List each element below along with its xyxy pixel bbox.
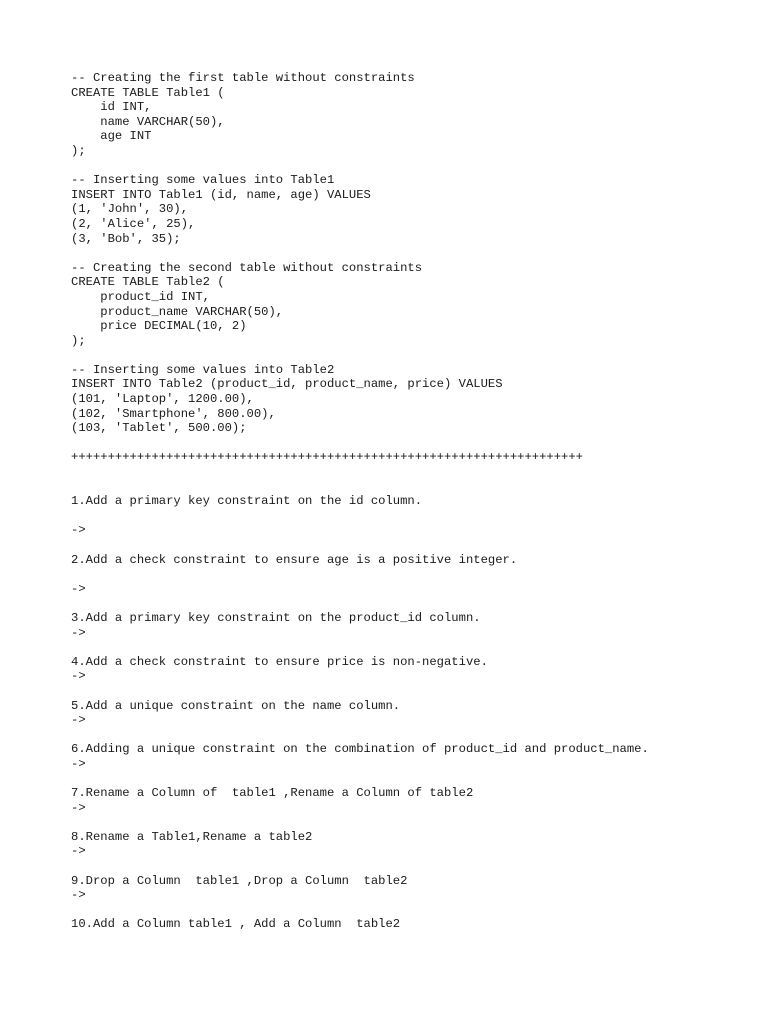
question-9: [71, 874, 748, 903]
question-2: [71, 553, 748, 597]
sql-line: product_name VARCHAR(50),: [71, 304, 284, 319]
question-text: 4.Add a check constraint to ensure price is non-negative.: [71, 654, 488, 669]
question-text: 8.Rename a Table1,Rename a table2: [71, 829, 313, 844]
answer-marker: ->: [71, 756, 86, 771]
answer-marker: ->: [71, 800, 86, 815]
document-page: [71, 71, 748, 932]
sql-line: CREATE TABLE Table2 (: [71, 275, 225, 290]
question-10: [71, 917, 748, 932]
question-6: [71, 742, 748, 771]
question-text: 2.Add a check constraint to ensure age is a positive integer.: [71, 552, 518, 567]
sql-line: age INT: [71, 129, 152, 144]
sql-line: (103, 'Tablet', 500.00);: [71, 421, 247, 436]
question-text: 7.Rename a Column of table1 ,Rename a Column of table2: [71, 786, 474, 801]
sql-line: (3, 'Bob', 35);: [71, 231, 181, 246]
question-1: [71, 494, 748, 538]
sql-line: id INT,: [71, 100, 152, 115]
question-5: [71, 699, 748, 728]
sql-line: (101, 'Laptop', 1200.00),: [71, 392, 254, 407]
separator-line: ++++++++++++++++++++++++++++++++++++++++++++++++++++++++++++++++++++++: [71, 450, 583, 465]
sql-line: );: [71, 333, 86, 348]
sql-line: price DECIMAL(10, 2): [71, 319, 247, 334]
question-3: [71, 611, 748, 640]
question-text: 3.Add a primary key constraint on the product_id column.: [71, 610, 481, 625]
sql-line: INSERT INTO Table1 (id, name, age) VALUES: [71, 187, 371, 202]
question-4: [71, 655, 748, 684]
answer-marker: ->: [71, 625, 86, 640]
sql-block-insert-table2: [71, 363, 748, 436]
question-text: 9.Drop a Column table1 ,Drop a Column table2: [71, 873, 408, 888]
sql-line: (102, 'Smartphone', 800.00),: [71, 406, 276, 421]
question-text: 10.Add a Column table1 , Add a Column table2: [71, 917, 401, 932]
sql-line: );: [71, 143, 86, 158]
question-8: [71, 830, 748, 859]
sql-block-create-table1: [71, 71, 748, 159]
sql-comment: -- Creating the second table without constraints: [71, 260, 423, 275]
answer-marker: ->: [71, 844, 86, 859]
sql-comment: -- Inserting some values into Table2: [71, 362, 335, 377]
sql-block-create-table2: [71, 261, 748, 349]
sql-line: (1, 'John', 30),: [71, 202, 189, 217]
sql-line: name VARCHAR(50),: [71, 114, 225, 129]
sql-line: INSERT INTO Table2 (product_id, product_name, price) VALUES: [71, 377, 503, 392]
answer-marker: ->: [71, 713, 86, 728]
answer-marker: ->: [71, 669, 86, 684]
sql-line: product_id INT,: [71, 289, 210, 304]
sql-line: (2, 'Alice', 25),: [71, 216, 196, 231]
answer-marker: ->: [71, 581, 86, 596]
answer-marker: ->: [71, 523, 86, 538]
question-text: 5.Add a unique constraint on the name column.: [71, 698, 401, 713]
sql-block-insert-table1: [71, 173, 748, 246]
question-7: [71, 786, 748, 815]
question-text: 6.Adding a unique constraint on the combination of product_id and product_name.: [71, 742, 649, 757]
sql-comment: -- Creating the first table without constraints: [71, 71, 415, 85]
answer-marker: ->: [71, 888, 86, 903]
sql-line: CREATE TABLE Table1 (: [71, 85, 225, 100]
question-text: 1.Add a primary key constraint on the id column.: [71, 494, 423, 509]
sql-comment: -- Inserting some values into Table1: [71, 173, 335, 188]
